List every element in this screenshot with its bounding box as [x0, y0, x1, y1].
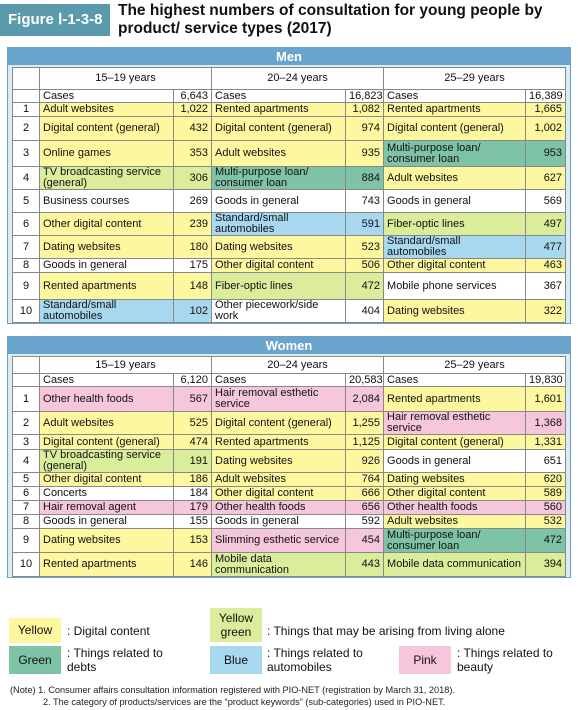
item-cell: Goods in general	[384, 450, 526, 473]
rank-cell: 10	[13, 553, 40, 577]
rank-cell: 4	[13, 167, 40, 190]
item-cell: Rented apartments	[212, 435, 346, 450]
legend-desc-yellow-green: : Things that may be arising from living alone	[267, 624, 505, 638]
count-cell: 155	[174, 515, 212, 529]
cases-label: Cases	[212, 374, 346, 387]
table-row	[13, 236, 566, 259]
age-group-header: 25–29 years	[384, 357, 566, 374]
item-cell: TV broadcasting service (general)	[40, 167, 174, 190]
item-cell: Mobile data communication	[384, 553, 526, 577]
item-cell: Slimming esthetic service	[212, 529, 346, 553]
count-cell: 592	[346, 515, 384, 529]
cases-count: 16,389	[526, 90, 566, 103]
item-cell: Standard/small automobiles	[384, 236, 526, 259]
cases-label: Cases	[384, 90, 526, 103]
table-row	[13, 473, 566, 487]
count-cell: 269	[174, 190, 212, 213]
cases-count: 19,830	[526, 374, 566, 387]
count-cell: 191	[174, 450, 212, 473]
rank-cell: 9	[13, 529, 40, 553]
item-cell: Rented apartments	[384, 387, 526, 412]
item-cell: Dating websites	[384, 300, 526, 323]
count-cell: 620	[526, 473, 566, 487]
table-row	[13, 141, 566, 167]
count-cell: 560	[526, 501, 566, 515]
count-cell: 1,665	[526, 103, 566, 117]
age-group-header: 20–24 years	[212, 68, 384, 90]
item-cell: Other digital content	[384, 259, 526, 273]
corner-cell	[13, 68, 40, 90]
cases-count: 6,120	[174, 374, 212, 387]
women-panel-title: Women	[8, 337, 570, 354]
table-row	[13, 515, 566, 529]
count-cell: 651	[526, 450, 566, 473]
rank-cell: 5	[13, 473, 40, 487]
item-cell: Adult websites	[212, 473, 346, 487]
men-panel	[7, 47, 571, 324]
table-row	[13, 387, 566, 412]
count-cell: 394	[526, 553, 566, 577]
count-cell: 497	[526, 213, 566, 236]
count-cell: 477	[526, 236, 566, 259]
rank-cell: 1	[13, 103, 40, 117]
table-row	[13, 167, 566, 190]
table-row	[13, 450, 566, 473]
legend-swatch-yellow-green: Yellow green	[210, 608, 262, 642]
item-cell: Digital content (general)	[40, 435, 174, 450]
count-cell: 146	[174, 553, 212, 577]
table-row	[13, 501, 566, 515]
table-row	[13, 529, 566, 553]
count-cell: 148	[174, 273, 212, 300]
rank-cell: 6	[13, 213, 40, 236]
table-row	[13, 435, 566, 450]
count-cell: 353	[174, 141, 212, 167]
item-cell: Adult websites	[40, 103, 174, 117]
count-cell: 935	[346, 141, 384, 167]
rank-cell: 10	[13, 300, 40, 323]
age-group-header: 15–19 years	[40, 357, 212, 374]
item-cell: Business courses	[40, 190, 174, 213]
count-cell: 1,125	[346, 435, 384, 450]
table-row	[13, 300, 566, 323]
rank-cell: 2	[13, 117, 40, 141]
count-cell: 180	[174, 236, 212, 259]
count-cell: 306	[174, 167, 212, 190]
count-cell: 764	[346, 473, 384, 487]
item-cell: Goods in general	[40, 515, 174, 529]
age-group-header: 20–24 years	[212, 357, 384, 374]
item-cell: Goods in general	[40, 259, 174, 273]
age-group-header: 25–29 years	[384, 68, 566, 90]
item-cell: Goods in general	[212, 515, 346, 529]
count-cell: 656	[346, 501, 384, 515]
rank-cell: 4	[13, 450, 40, 473]
men-table	[12, 67, 566, 323]
women-panel	[7, 336, 571, 578]
legend-swatch-blue: Blue	[210, 646, 262, 674]
item-cell: Other digital content	[384, 487, 526, 501]
count-cell: 591	[346, 213, 384, 236]
item-cell: Rented apartments	[40, 273, 174, 300]
item-cell: Fiber-optic lines	[212, 273, 346, 300]
item-cell: Other digital content	[40, 473, 174, 487]
item-cell: Other health foods	[384, 501, 526, 515]
legend-swatch-green: Green	[9, 646, 61, 674]
rank-cell: 1	[13, 387, 40, 412]
count-cell: 153	[174, 529, 212, 553]
corner-cell	[13, 357, 40, 374]
legend-swatch-pink: Pink	[399, 646, 451, 674]
cases-label: Cases	[212, 90, 346, 103]
count-cell: 589	[526, 487, 566, 501]
count-cell: 525	[174, 412, 212, 435]
cases-label: Cases	[40, 374, 174, 387]
count-cell: 1,002	[526, 117, 566, 141]
item-cell: Adult websites	[384, 167, 526, 190]
table-row	[13, 412, 566, 435]
item-cell: Other digital content	[212, 487, 346, 501]
age-group-header: 15–19 years	[40, 68, 212, 90]
note-line-2: 2. The category of products/services are the “product keywords” (sub-categories) used in PIO-NET.	[43, 697, 446, 707]
count-cell: 506	[346, 259, 384, 273]
count-cell: 179	[174, 501, 212, 515]
figure-header	[0, 0, 578, 40]
item-cell: Multi-purpose loan/ consumer loan	[384, 141, 526, 167]
legend-desc-pink: : Things related to beauty	[457, 646, 553, 674]
item-cell: Dating websites	[40, 529, 174, 553]
table-row	[13, 190, 566, 213]
table-row	[13, 487, 566, 501]
count-cell: 926	[346, 450, 384, 473]
item-cell: Dating websites	[384, 473, 526, 487]
item-cell: Mobile phone services	[384, 273, 526, 300]
legend-desc-yellow: : Digital content	[67, 624, 150, 638]
note-line-1: (Note) 1. Consumer affairs consultation information registered with PIO-NET (registration by March 31, 2018).	[10, 685, 455, 695]
count-cell: 1,022	[174, 103, 212, 117]
item-cell: Rented apartments	[212, 103, 346, 117]
item-cell: Mobile data communication	[212, 553, 346, 577]
cases-count: 16,823	[346, 90, 384, 103]
count-cell: 367	[526, 273, 566, 300]
count-cell: 953	[526, 141, 566, 167]
count-cell: 102	[174, 300, 212, 323]
rank-cell: 9	[13, 273, 40, 300]
count-cell: 1,255	[346, 412, 384, 435]
count-cell: 666	[346, 487, 384, 501]
count-cell: 523	[346, 236, 384, 259]
count-cell: 1,368	[526, 412, 566, 435]
cases-count: 20,583	[346, 374, 384, 387]
item-cell: Rented apartments	[384, 103, 526, 117]
item-cell: Digital content (general)	[384, 117, 526, 141]
item-cell: Other digital content	[212, 259, 346, 273]
rank-cell: 3	[13, 435, 40, 450]
count-cell: 974	[346, 117, 384, 141]
count-cell: 474	[174, 435, 212, 450]
item-cell: Adult websites	[384, 515, 526, 529]
corner-cell	[13, 374, 40, 387]
count-cell: 472	[526, 529, 566, 553]
count-cell: 569	[526, 190, 566, 213]
rank-cell: 2	[13, 412, 40, 435]
color-legend	[7, 608, 571, 678]
item-cell: Goods in general	[384, 190, 526, 213]
women-table	[12, 356, 566, 577]
item-cell: Multi-purpose loan/ consumer loan	[384, 529, 526, 553]
item-cell: Concerts	[40, 487, 174, 501]
count-cell: 186	[174, 473, 212, 487]
rank-cell: 6	[13, 487, 40, 501]
item-cell: Multi-purpose loan/ consumer loan	[212, 167, 346, 190]
count-cell: 175	[174, 259, 212, 273]
count-cell: 1,082	[346, 103, 384, 117]
item-cell: Rented apartments	[40, 553, 174, 577]
count-cell: 884	[346, 167, 384, 190]
figure-note	[10, 684, 570, 708]
item-cell: Dating websites	[212, 236, 346, 259]
item-cell: Online games	[40, 141, 174, 167]
cases-label: Cases	[40, 90, 174, 103]
item-cell: Standard/small automobiles	[212, 213, 346, 236]
count-cell: 567	[174, 387, 212, 412]
rank-cell: 5	[13, 190, 40, 213]
figure-title: The highest numbers of consultation for young people by product/ service types (2017)	[118, 2, 543, 37]
count-cell: 627	[526, 167, 566, 190]
item-cell: Other health foods	[212, 501, 346, 515]
table-row	[13, 259, 566, 273]
item-cell: Dating websites	[40, 236, 174, 259]
count-cell: 463	[526, 259, 566, 273]
item-cell: Digital content (general)	[40, 117, 174, 141]
table-row	[13, 103, 566, 117]
table-row	[13, 213, 566, 236]
count-cell: 1,331	[526, 435, 566, 450]
item-cell: Hair removal esthetic service	[384, 412, 526, 435]
cases-count: 6,643	[174, 90, 212, 103]
count-cell: 404	[346, 300, 384, 323]
item-cell: Goods in general	[212, 190, 346, 213]
count-cell: 454	[346, 529, 384, 553]
figure-badge: Figure Ⅰ-1-3-8	[0, 4, 110, 36]
table-row	[13, 117, 566, 141]
legend-desc-blue: : Things related to automobiles	[267, 646, 363, 674]
count-cell: 472	[346, 273, 384, 300]
legend-desc-green: : Things related to debts	[67, 646, 163, 674]
count-cell: 184	[174, 487, 212, 501]
item-cell: Standard/small automobiles	[40, 300, 174, 323]
count-cell: 1,601	[526, 387, 566, 412]
item-cell: Digital content (general)	[212, 117, 346, 141]
item-cell: Digital content (general)	[384, 435, 526, 450]
item-cell: Other piecework/side work	[212, 300, 346, 323]
rank-cell: 8	[13, 515, 40, 529]
count-cell: 443	[346, 553, 384, 577]
table-row	[13, 273, 566, 300]
rank-cell: 7	[13, 236, 40, 259]
item-cell: Other digital content	[40, 213, 174, 236]
count-cell: 532	[526, 515, 566, 529]
count-cell: 432	[174, 117, 212, 141]
count-cell: 2,084	[346, 387, 384, 412]
item-cell: Digital content (general)	[212, 412, 346, 435]
item-cell: Other health foods	[40, 387, 174, 412]
men-panel-title: Men	[8, 48, 570, 65]
rank-cell: 3	[13, 141, 40, 167]
item-cell: Fiber-optic lines	[384, 213, 526, 236]
rank-cell: 8	[13, 259, 40, 273]
item-cell: Adult websites	[212, 141, 346, 167]
table-row	[13, 553, 566, 577]
count-cell: 322	[526, 300, 566, 323]
item-cell: Hair removal agent	[40, 501, 174, 515]
count-cell: 239	[174, 213, 212, 236]
item-cell: Hair removal esthetic service	[212, 387, 346, 412]
item-cell: Dating websites	[212, 450, 346, 473]
item-cell: TV broadcasting service (general)	[40, 450, 174, 473]
rank-cell: 7	[13, 501, 40, 515]
legend-swatch-yellow: Yellow	[9, 618, 61, 643]
item-cell: Adult websites	[40, 412, 174, 435]
cases-label: Cases	[384, 374, 526, 387]
count-cell: 743	[346, 190, 384, 213]
corner-cell	[13, 90, 40, 103]
